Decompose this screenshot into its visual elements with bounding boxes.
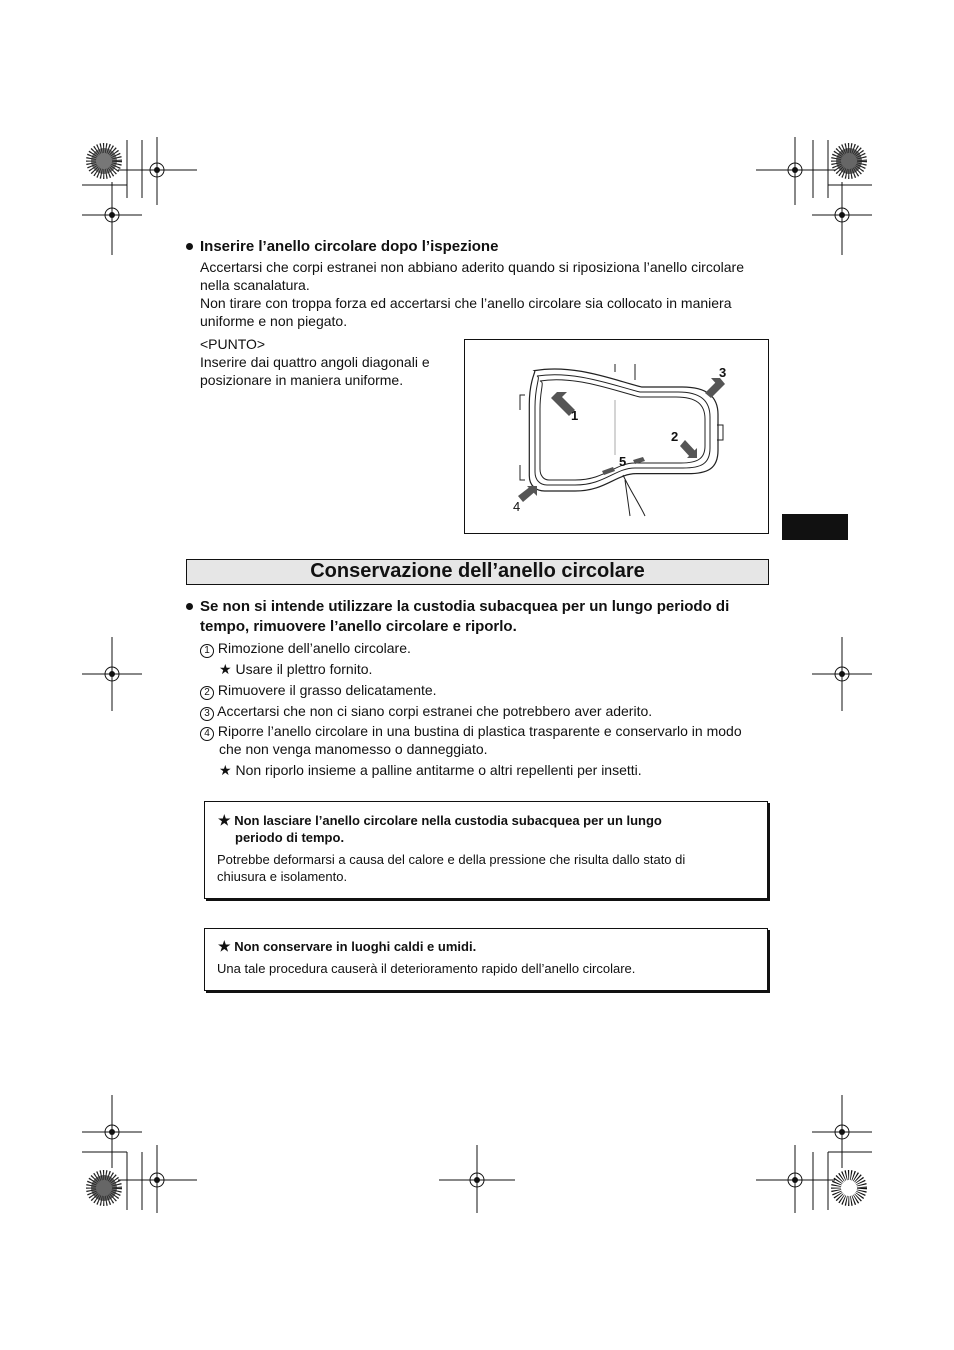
figure-label-1: 1 <box>571 408 579 423</box>
warning-title-line2: periodo di tempo. <box>235 830 345 845</box>
point-line: Inserire dai quattro angoli diagonali e <box>200 354 430 370</box>
step-number: 2 <box>200 686 214 700</box>
o-ring-figure <box>464 339 769 534</box>
figure-label-4: 4 <box>513 499 521 514</box>
point-label: <PUNTO> <box>200 336 266 352</box>
note-text: Non riporlo insieme a palline antitarme o altri repellenti per insetti. <box>235 762 642 778</box>
step-text: Rimozione dell’anello circolare. <box>217 640 411 656</box>
warning-body-line: Potrebbe deformarsi a causa del calore e della pressione che risulta dallo stato di <box>217 852 686 867</box>
step-3 <box>200 702 652 721</box>
note-text: Usare il plettro fornito. <box>235 661 373 677</box>
step-4 <box>200 722 742 741</box>
section-bullet-line: Se non si intende utilizzare la custodia subacquea per un lungo periodo di <box>200 598 730 615</box>
warning-title <box>218 937 476 956</box>
figure-label-5: 5 <box>619 454 627 469</box>
step-4-line2: che non venga manomesso o danneggiato. <box>219 741 488 757</box>
step-number: 1 <box>200 644 214 658</box>
step-4-note <box>219 761 642 779</box>
bullet-icon <box>186 603 193 610</box>
section-heading: Conservazione dell’anello circolare <box>310 560 645 582</box>
paragraph-line: uniforme e non piegato. <box>200 313 348 329</box>
side-tab <box>782 514 848 540</box>
figure-label-3: 3 <box>719 365 727 380</box>
figure-label-2: 2 <box>671 429 679 444</box>
step-text: Riporre l’anello circolare in una bustina di plastica trasparente e conservarlo in modo <box>217 723 742 739</box>
step-text: Rimuovere il grasso delicatamente. <box>217 682 437 698</box>
star-icon: ★ <box>218 938 231 954</box>
warning-title-text: Non lasciare l’anello circolare nella custodia subacquea per un lungo <box>234 813 662 828</box>
step-1-note <box>219 660 372 678</box>
section-title: Inserire l’anello circolare dopo l’ispezione <box>200 238 499 255</box>
step-2 <box>200 681 437 700</box>
warning-body-line: chiusura e isolamento. <box>217 869 348 884</box>
warning-title <box>218 811 662 830</box>
warning-body-line: Una tale procedura causerà il deterioramento rapido dell’anello circolare. <box>217 961 636 976</box>
paragraph-line: Non tirare con troppa forza ed accertarsi che l’anello circolare sia collocato in maniera <box>200 295 732 311</box>
star-icon: ★ <box>219 661 232 677</box>
section-bullet-line: tempo, rimuovere l’anello circolare e riporlo. <box>200 618 517 635</box>
bullet-icon <box>186 243 193 250</box>
paragraph-line: nella scanalatura. <box>200 277 310 293</box>
step-1 <box>200 639 411 658</box>
step-text: Accertarsi che non ci siano corpi estranei che potrebbero aver aderito. <box>217 703 653 719</box>
star-icon: ★ <box>219 762 232 778</box>
step-number: 3 <box>200 707 214 721</box>
warning-title-text: Non conservare in luoghi caldi e umidi. <box>234 939 477 954</box>
star-icon: ★ <box>218 812 231 828</box>
step-number: 4 <box>200 727 214 741</box>
paragraph-line: Accertarsi che corpi estranei non abbiano aderito quando si riposiziona l’anello circolare <box>200 259 744 275</box>
point-line: posizionare in maniera uniforme. <box>200 372 404 388</box>
